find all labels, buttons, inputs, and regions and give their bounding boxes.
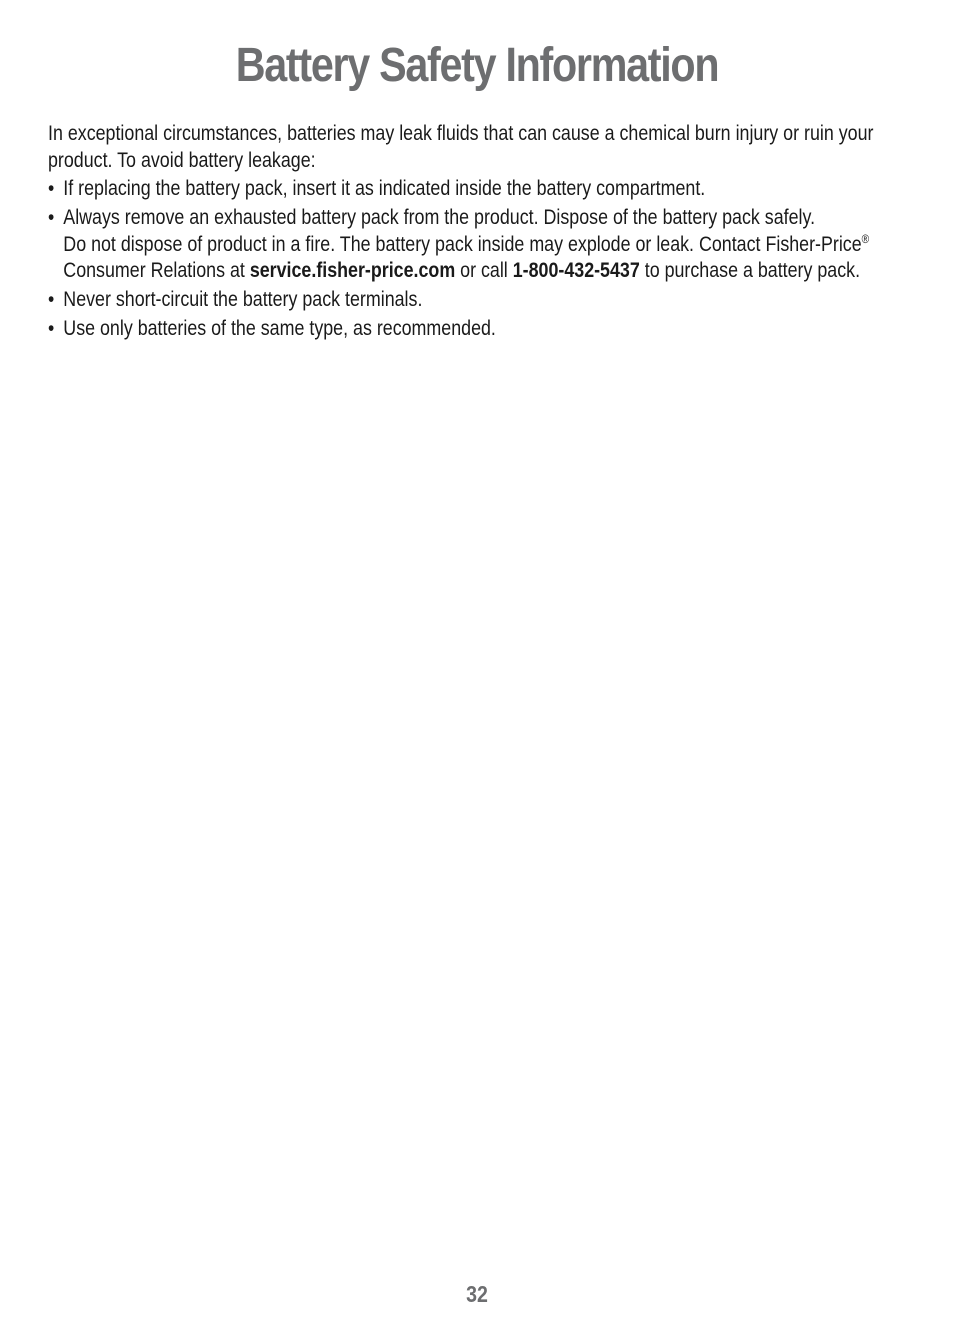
bullet-icon: • [48, 317, 55, 340]
intro-line-1: In exceptional circumstances, batteries may leak fluids that can cause a chemical burn injury or ruin your [48, 122, 874, 145]
bullet-text-remove-exhausted: Always remove an exhausted battery pack from the product. Dispose of the battery pack safely. [63, 206, 816, 229]
bullet-text-contact [63, 258, 898, 285]
registered-mark: ® [861, 231, 870, 246]
list-item [48, 176, 898, 203]
bullet-text-replacing: If replacing the battery pack, insert it as indicated inside the battery compartment. [63, 177, 706, 200]
website-link[interactable]: service.fisher-price.com [249, 259, 456, 282]
battery-safety-content [48, 121, 898, 345]
bullet-icon: • [48, 288, 55, 311]
bullet-text-short-circuit: Never short-circuit the battery pack terminals. [63, 288, 423, 311]
list-item [48, 287, 898, 314]
bullet-icon: • [48, 206, 55, 229]
phone-number: 1-800-432-5437 [512, 259, 640, 282]
contact-prefix: Consumer Relations at [63, 259, 250, 282]
fire-warning-text: Do not dispose of product in a fire. The battery pack inside may explode or leak. Contact Fisher-Price [63, 232, 862, 256]
bullet-text-same-type: Use only batteries of the same type, as recommended. [63, 317, 496, 340]
contact-suffix: to purchase a battery pack. [639, 259, 861, 282]
list-item [48, 205, 898, 285]
page-title: Battery Safety Information [235, 39, 719, 92]
bullet-icon: • [48, 177, 55, 200]
bullet-text-fire-warning [63, 232, 898, 259]
page-number: 32 [466, 1281, 488, 1307]
intro-line-2: product. To avoid battery leakage: [48, 148, 316, 172]
contact-middle: or call [455, 259, 513, 282]
safety-bullet-list [48, 176, 898, 343]
intro-paragraph [48, 121, 898, 174]
list-item [48, 316, 898, 343]
